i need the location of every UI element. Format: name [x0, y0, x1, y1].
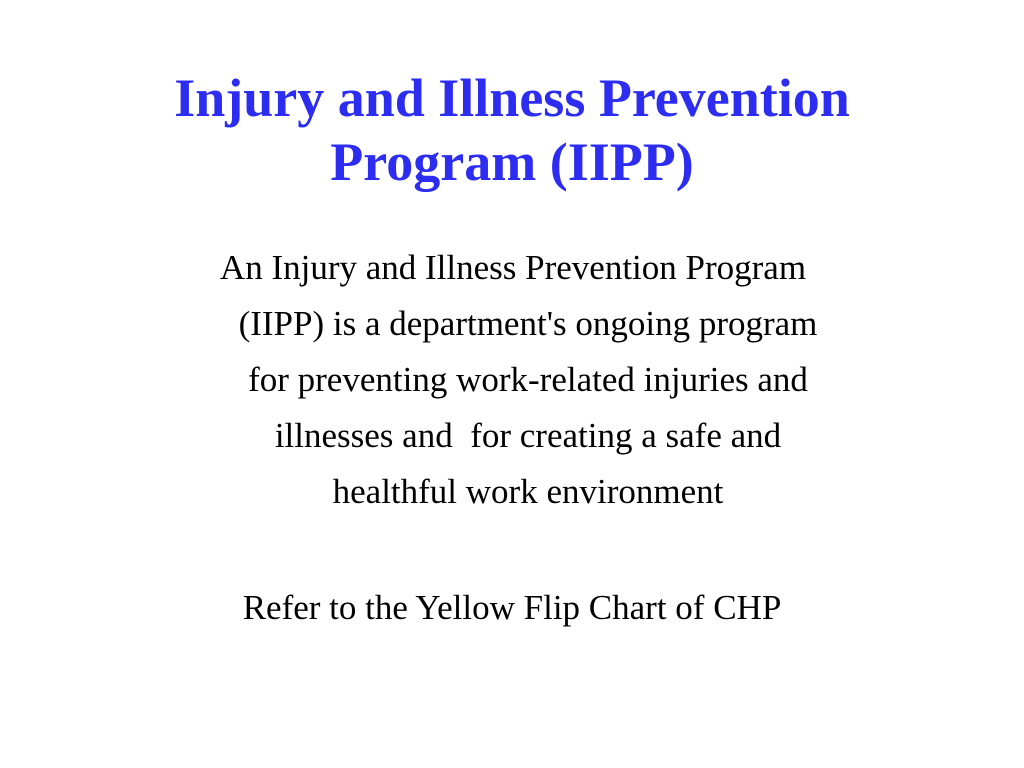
slide-title-line-2: Program (IIPP)	[330, 132, 694, 192]
reference-note: Refer to the Yellow Flip Chart of CHP	[242, 588, 782, 627]
definition-paragraph	[118, 240, 908, 520]
definition-line-1: An Injury and Illness Prevention Program	[219, 248, 807, 287]
definition-line-5: healthful work environment	[332, 472, 724, 511]
definition-line-3: for preventing work-related injuries and	[248, 360, 808, 399]
slide-title	[40, 66, 984, 194]
definition-line-4: illnesses and for creating a safe and	[274, 416, 782, 455]
definition-line-2: (IIPP) is a department's ongoing program	[238, 304, 818, 343]
slide-title-line-1: Injury and Illness Prevention	[174, 68, 850, 128]
